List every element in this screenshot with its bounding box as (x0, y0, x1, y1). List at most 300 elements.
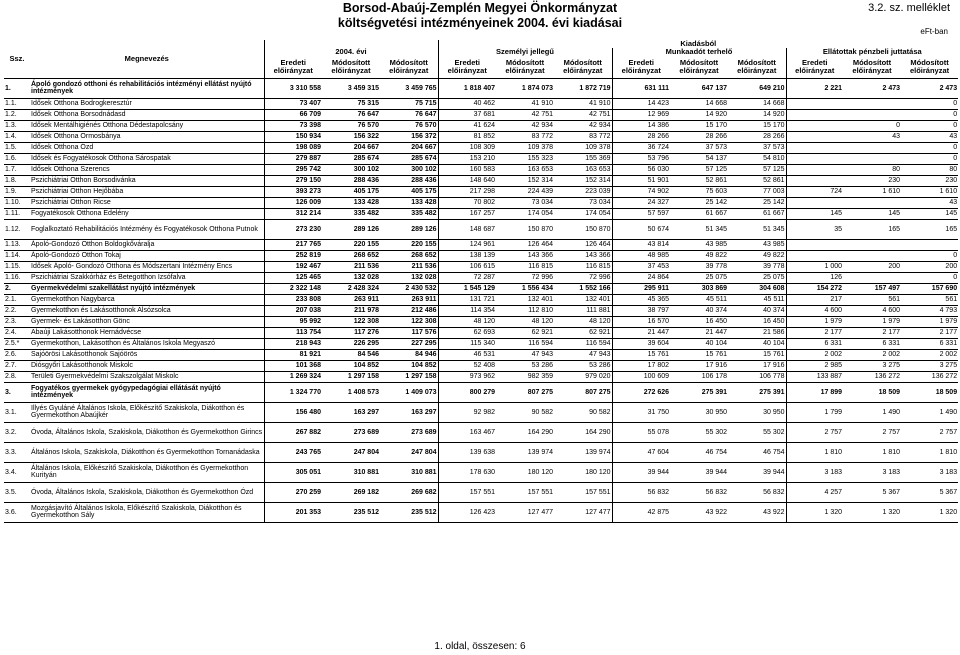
col-header: Módosított előirányzat (670, 56, 728, 79)
row-value: 81 852 (438, 131, 496, 142)
row-value: 2 757 (843, 422, 901, 442)
row-value: 73 398 (264, 120, 322, 131)
row-value: 178 630 (438, 462, 496, 482)
row-value: 223 039 (554, 186, 612, 197)
row-value: 35 (786, 219, 843, 239)
table-row (4, 219, 958, 239)
row-value: 288 436 (380, 175, 438, 186)
table-row (4, 120, 958, 131)
row-value: 66 709 (264, 109, 322, 120)
row-value: 30 950 (670, 402, 728, 422)
table-row (4, 462, 958, 482)
row-value: 263 911 (380, 294, 438, 305)
row-value: 1 610 (843, 186, 901, 197)
row-value: 207 038 (264, 305, 322, 316)
row-value: 2 757 (786, 422, 843, 442)
row-value: 40 104 (670, 338, 728, 349)
row-value: 163 297 (322, 402, 380, 422)
row-name: Gyermekotthon, Lakásotthon és Általános Iskola Megyaszó (30, 338, 264, 349)
row-value: 212 486 (380, 305, 438, 316)
row-value: 220 155 (380, 239, 438, 250)
row-value: 235 512 (322, 502, 380, 522)
row-value: 5 367 (901, 482, 958, 502)
row-value: 104 852 (322, 360, 380, 371)
row-number: 3. (4, 382, 30, 402)
table-row (4, 142, 958, 153)
row-value: 288 436 (322, 175, 380, 186)
row-value: 268 652 (322, 250, 380, 261)
col-header: Módosított előirányzat (901, 56, 958, 79)
row-value: 200 (843, 261, 901, 272)
row-value: 289 126 (380, 219, 438, 239)
row-value: 2 177 (901, 327, 958, 338)
row-value: 40 462 (438, 98, 496, 109)
row-value: 295 742 (264, 164, 322, 175)
table-row (4, 294, 958, 305)
row-value: 3 275 (843, 360, 901, 371)
row-value (786, 142, 843, 153)
row-value: 247 804 (322, 442, 380, 462)
row-value: 48 120 (496, 316, 554, 327)
row-number: 2.8. (4, 371, 30, 382)
row-number: 2.3. (4, 316, 30, 327)
row-value: 211 536 (380, 261, 438, 272)
row-value: 76 570 (380, 120, 438, 131)
row-value (843, 109, 901, 120)
row-value: 1 874 073 (496, 78, 554, 98)
row-value: 979 020 (554, 371, 612, 382)
row-value: 145 (843, 208, 901, 219)
row-value: 28 266 (670, 131, 728, 142)
row-value: 6 331 (901, 338, 958, 349)
row-value: 561 (901, 294, 958, 305)
row-value: 54 810 (728, 153, 786, 164)
unit-label: eFt-ban (920, 27, 948, 36)
row-value: 2 177 (786, 327, 843, 338)
row-value: 54 137 (670, 153, 728, 164)
row-value: 180 120 (554, 462, 612, 482)
row-value: 72 996 (554, 272, 612, 283)
row-value: 139 974 (496, 442, 554, 462)
row-value: 2 473 (901, 78, 958, 98)
row-value: 807 275 (554, 382, 612, 402)
row-value: 17 899 (786, 382, 843, 402)
row-value: 631 111 (612, 78, 670, 98)
row-value: 116 594 (554, 338, 612, 349)
row-value: 0 (901, 120, 958, 131)
row-number: 1.15. (4, 261, 30, 272)
row-value: 117 276 (322, 327, 380, 338)
row-value: 1 324 770 (264, 382, 322, 402)
row-value: 48 120 (438, 316, 496, 327)
row-name: Óvoda, Általános Iskola, Szakiskola, Diákotthon és Gyermekotthon Girincs (30, 422, 264, 442)
row-name: Gyermek- és Lakásotthon Gönc (30, 316, 264, 327)
row-number: 2. (4, 283, 30, 294)
row-value: 41 624 (438, 120, 496, 131)
row-value: 39 944 (612, 462, 670, 482)
row-value: 76 647 (322, 109, 380, 120)
row-number: 2.2. (4, 305, 30, 316)
row-value (843, 197, 901, 208)
row-value: 42 934 (496, 120, 554, 131)
table-section-row (4, 382, 958, 402)
row-value: 37 573 (728, 142, 786, 153)
row-value: 724 (786, 186, 843, 197)
row-value: 217 765 (264, 239, 322, 250)
row-value: 136 272 (901, 371, 958, 382)
page-footer: 1. oldal, összesen: 6 (434, 641, 526, 652)
row-value: 51 345 (728, 219, 786, 239)
row-number: 1.3. (4, 120, 30, 131)
row-value: 77 003 (728, 186, 786, 197)
table-row (4, 197, 958, 208)
row-value: 43 (901, 197, 958, 208)
row-value: 46 531 (438, 349, 496, 360)
row-value: 31 750 (612, 402, 670, 422)
row-value: 3 275 (901, 360, 958, 371)
row-value: 272 626 (612, 382, 670, 402)
row-value: 807 275 (496, 382, 554, 402)
col-header: Módosított előirányzat (380, 56, 438, 79)
row-value: 1 818 407 (438, 78, 496, 98)
row-value: 37 681 (438, 109, 496, 120)
row-number: 1.11. (4, 208, 30, 219)
row-value: 4 257 (786, 482, 843, 502)
row-value: 3 459 765 (380, 78, 438, 98)
row-value: 127 477 (554, 502, 612, 522)
row-value: 2 002 (901, 349, 958, 360)
row-value: 28 266 (612, 131, 670, 142)
row-value: 164 290 (554, 422, 612, 442)
row-value: 49 822 (670, 250, 728, 261)
row-value: 1 810 (786, 442, 843, 462)
row-value: 163 653 (554, 164, 612, 175)
row-value: 300 102 (380, 164, 438, 175)
row-value: 269 682 (380, 482, 438, 502)
row-value: 3 183 (786, 462, 843, 482)
row-value: 224 439 (496, 186, 554, 197)
row-value (901, 239, 958, 250)
row-value: 25 142 (670, 197, 728, 208)
table-row (4, 349, 958, 360)
row-value: 268 652 (380, 250, 438, 261)
row-value: 201 353 (264, 502, 322, 522)
row-value: 3 310 558 (264, 78, 322, 98)
row-value: 230 (901, 175, 958, 186)
row-value: 2 221 (786, 78, 843, 98)
row-number: 3.3. (4, 442, 30, 462)
row-value: 155 323 (496, 153, 554, 164)
row-value: 218 943 (264, 338, 322, 349)
row-value: 198 089 (264, 142, 322, 153)
row-value: 270 259 (264, 482, 322, 502)
row-value (786, 153, 843, 164)
row-value: 0 (901, 98, 958, 109)
table-row (4, 131, 958, 142)
row-value: 53 286 (554, 360, 612, 371)
row-value: 243 765 (264, 442, 322, 462)
row-value: 25 075 (728, 272, 786, 283)
row-value: 56 832 (670, 482, 728, 502)
row-name: Óvoda, Általános Iskola, Szakiskola, Diákotthon és Gyermekotthon Ózd (30, 482, 264, 502)
row-value: 217 298 (438, 186, 496, 197)
row-value: 95 992 (264, 316, 322, 327)
row-value: 1 545 129 (438, 283, 496, 294)
row-value (786, 175, 843, 186)
row-value: 230 (843, 175, 901, 186)
col-header: Módosított előirányzat (322, 56, 380, 79)
row-value: 3 459 315 (322, 78, 380, 98)
row-value: 1 269 324 (264, 371, 322, 382)
row-value: 273 230 (264, 219, 322, 239)
row-value: 0 (843, 120, 901, 131)
row-value: 1 297 158 (322, 371, 380, 382)
table-row (4, 360, 958, 371)
row-value: 1 810 (843, 442, 901, 462)
row-value: 126 423 (438, 502, 496, 522)
row-value: 154 272 (786, 283, 843, 294)
row-value: 15 761 (728, 349, 786, 360)
row-value: 152 314 (554, 175, 612, 186)
row-value: 40 374 (670, 305, 728, 316)
row-name: Sajóörösi Lakásotthonok Sajóörös (30, 349, 264, 360)
row-value: 335 482 (322, 208, 380, 219)
row-name: Idősek Otthona Bodrogkeresztúr (30, 98, 264, 109)
row-value: 227 295 (380, 338, 438, 349)
table-row (4, 338, 958, 349)
row-value: 3 183 (843, 462, 901, 482)
row-value: 52 861 (670, 175, 728, 186)
row-value: 39 778 (728, 261, 786, 272)
row-value (786, 98, 843, 109)
row-value: 1 320 (843, 502, 901, 522)
row-name: Fogyatékos gyermekek gyógypedagógiai ellátását nyújtó intézmények (30, 382, 264, 402)
row-number: 2.1. (4, 294, 30, 305)
row-name: Gyermekvédelmi szakellátást nyújtó intézmények (30, 283, 264, 294)
row-value: 127 477 (496, 502, 554, 522)
row-value: 233 808 (264, 294, 322, 305)
header-year: 2004. évi (264, 40, 438, 56)
row-value: 61 667 (728, 208, 786, 219)
table-row (4, 371, 958, 382)
row-value: 143 366 (554, 250, 612, 261)
row-value: 163 653 (496, 164, 554, 175)
row-value: 405 175 (380, 186, 438, 197)
row-value: 106 778 (728, 371, 786, 382)
row-value: 156 480 (264, 402, 322, 422)
row-number: 2.6. (4, 349, 30, 360)
row-name: Idősek Otthona Szerencs (30, 164, 264, 175)
row-value: 56 832 (612, 482, 670, 502)
row-value: 39 604 (612, 338, 670, 349)
row-value: 74 902 (612, 186, 670, 197)
row-value: 83 772 (554, 131, 612, 142)
row-value: 52 861 (728, 175, 786, 186)
row-value: 164 290 (496, 422, 554, 442)
row-value: 150 870 (496, 219, 554, 239)
row-value: 163 297 (380, 402, 438, 422)
row-value (843, 142, 901, 153)
row-value: 56 832 (728, 482, 786, 502)
table-row (4, 482, 958, 502)
row-value: 0 (901, 153, 958, 164)
row-number: 3.6. (4, 502, 30, 522)
row-value: 1 490 (901, 402, 958, 422)
row-value: 145 (901, 208, 958, 219)
row-number: 1.4. (4, 131, 30, 142)
row-value: 62 693 (438, 327, 496, 338)
row-value (786, 197, 843, 208)
row-value: 2 757 (901, 422, 958, 442)
row-value: 6 331 (786, 338, 843, 349)
row-value: 61 667 (670, 208, 728, 219)
row-value: 100 609 (612, 371, 670, 382)
row-name: Pszichiátriai Szakkórház és Betegotthon Izsófalva (30, 272, 264, 283)
row-value: 148 687 (438, 219, 496, 239)
row-value (786, 131, 843, 142)
row-value: 200 (901, 261, 958, 272)
row-number: 1.6. (4, 153, 30, 164)
row-value: 15 761 (612, 349, 670, 360)
row-value: 83 772 (496, 131, 554, 142)
row-name: Abaúji Lakásotthonok Hernádvécse (30, 327, 264, 338)
row-value: 72 996 (496, 272, 554, 283)
header-munkaado: Munkaadót terhelő (612, 48, 786, 56)
row-value: 143 366 (496, 250, 554, 261)
row-value: 133 428 (322, 197, 380, 208)
row-value: 2 473 (843, 78, 901, 98)
row-value: 18 509 (843, 382, 901, 402)
row-value: 112 810 (496, 305, 554, 316)
row-value: 132 401 (554, 294, 612, 305)
row-value: 39 778 (670, 261, 728, 272)
table-row (4, 175, 958, 186)
row-value: 1 490 (843, 402, 901, 422)
row-name: Területi Gyermekvédelmi Szakszolgálat Miskolc (30, 371, 264, 382)
row-value: 90 582 (496, 402, 554, 422)
row-value: 126 (786, 272, 843, 283)
row-value: 47 943 (554, 349, 612, 360)
row-value: 75 315 (322, 98, 380, 109)
row-value: 38 797 (612, 305, 670, 316)
row-value: 303 869 (670, 283, 728, 294)
row-value: 335 482 (380, 208, 438, 219)
row-name: Idősek és Fogyatékosok Otthona Sárospatak (30, 153, 264, 164)
row-value: 113 754 (264, 327, 322, 338)
row-value: 73 034 (554, 197, 612, 208)
row-value: 14 920 (728, 109, 786, 120)
row-value: 1 408 573 (322, 382, 380, 402)
row-name: Ápoló-Gondozó Otthon Boldogkőváralja (30, 239, 264, 250)
row-value: 204 667 (322, 142, 380, 153)
row-value: 1 000 (786, 261, 843, 272)
row-value: 81 921 (264, 349, 322, 360)
row-value: 42 875 (612, 502, 670, 522)
row-value: 165 (901, 219, 958, 239)
row-name: Pszichiátriai Otthon Borsodivánka (30, 175, 264, 186)
table-row (4, 153, 958, 164)
row-value: 2 428 324 (322, 283, 380, 294)
row-value: 84 546 (322, 349, 380, 360)
row-value: 45 511 (670, 294, 728, 305)
row-value: 131 721 (438, 294, 496, 305)
row-value: 39 944 (670, 462, 728, 482)
row-value: 156 372 (380, 131, 438, 142)
row-value: 4 600 (843, 305, 901, 316)
row-value: 14 668 (670, 98, 728, 109)
row-number: 1.2. (4, 109, 30, 120)
row-value (843, 272, 901, 283)
row-value: 28 266 (728, 131, 786, 142)
row-value: 16 450 (728, 316, 786, 327)
row-value: 124 961 (438, 239, 496, 250)
row-value: 0 (901, 272, 958, 283)
row-value: 116 815 (496, 261, 554, 272)
row-value: 42 751 (554, 109, 612, 120)
row-value: 304 608 (728, 283, 786, 294)
row-value: 1 409 073 (380, 382, 438, 402)
row-number: 1.14. (4, 250, 30, 261)
row-value: 30 950 (728, 402, 786, 422)
row-value: 106 615 (438, 261, 496, 272)
row-value: 217 (786, 294, 843, 305)
row-number: 1.8. (4, 175, 30, 186)
row-value: 3 183 (901, 462, 958, 482)
row-value: 174 054 (554, 208, 612, 219)
row-value: 104 852 (380, 360, 438, 371)
row-value: 14 386 (612, 120, 670, 131)
row-value: 111 881 (554, 305, 612, 316)
row-value: 300 102 (322, 164, 380, 175)
row-value (843, 239, 901, 250)
row-value: 108 309 (438, 142, 496, 153)
row-value: 155 369 (554, 153, 612, 164)
table-section-row (4, 283, 958, 294)
row-value: 57 125 (670, 164, 728, 175)
row-value (786, 120, 843, 131)
row-value: 305 051 (264, 462, 322, 482)
row-name: Idősek Otthona Ózd (30, 142, 264, 153)
row-name: Idősek Otthona Ormosbánya (30, 131, 264, 142)
row-number: 1.9. (4, 186, 30, 197)
col-header: Módosított előirányzat (496, 56, 554, 79)
row-value: 16 570 (612, 316, 670, 327)
row-value: 55 302 (728, 422, 786, 442)
header-no: Ssz. (4, 40, 30, 78)
col-header: Eredeti előirányzat (438, 56, 496, 79)
row-name: Diósgyőri Lakásotthonok Miskolc (30, 360, 264, 371)
table-row (4, 422, 958, 442)
row-value: 800 279 (438, 382, 496, 402)
row-value: 150 870 (554, 219, 612, 239)
row-value: 1 979 (901, 316, 958, 327)
row-number: 2.5.* (4, 338, 30, 349)
table-row (4, 305, 958, 316)
row-value: 285 674 (322, 153, 380, 164)
row-value: 39 944 (728, 462, 786, 482)
table-row (4, 98, 958, 109)
row-value: 37 573 (670, 142, 728, 153)
row-value: 1 610 (901, 186, 958, 197)
row-value: 109 378 (496, 142, 554, 153)
table-row (4, 164, 958, 175)
row-value: 43 (843, 131, 901, 142)
row-value: 4 793 (901, 305, 958, 316)
row-value: 18 509 (901, 382, 958, 402)
table-row (4, 272, 958, 283)
row-value (786, 109, 843, 120)
row-value: 15 761 (670, 349, 728, 360)
